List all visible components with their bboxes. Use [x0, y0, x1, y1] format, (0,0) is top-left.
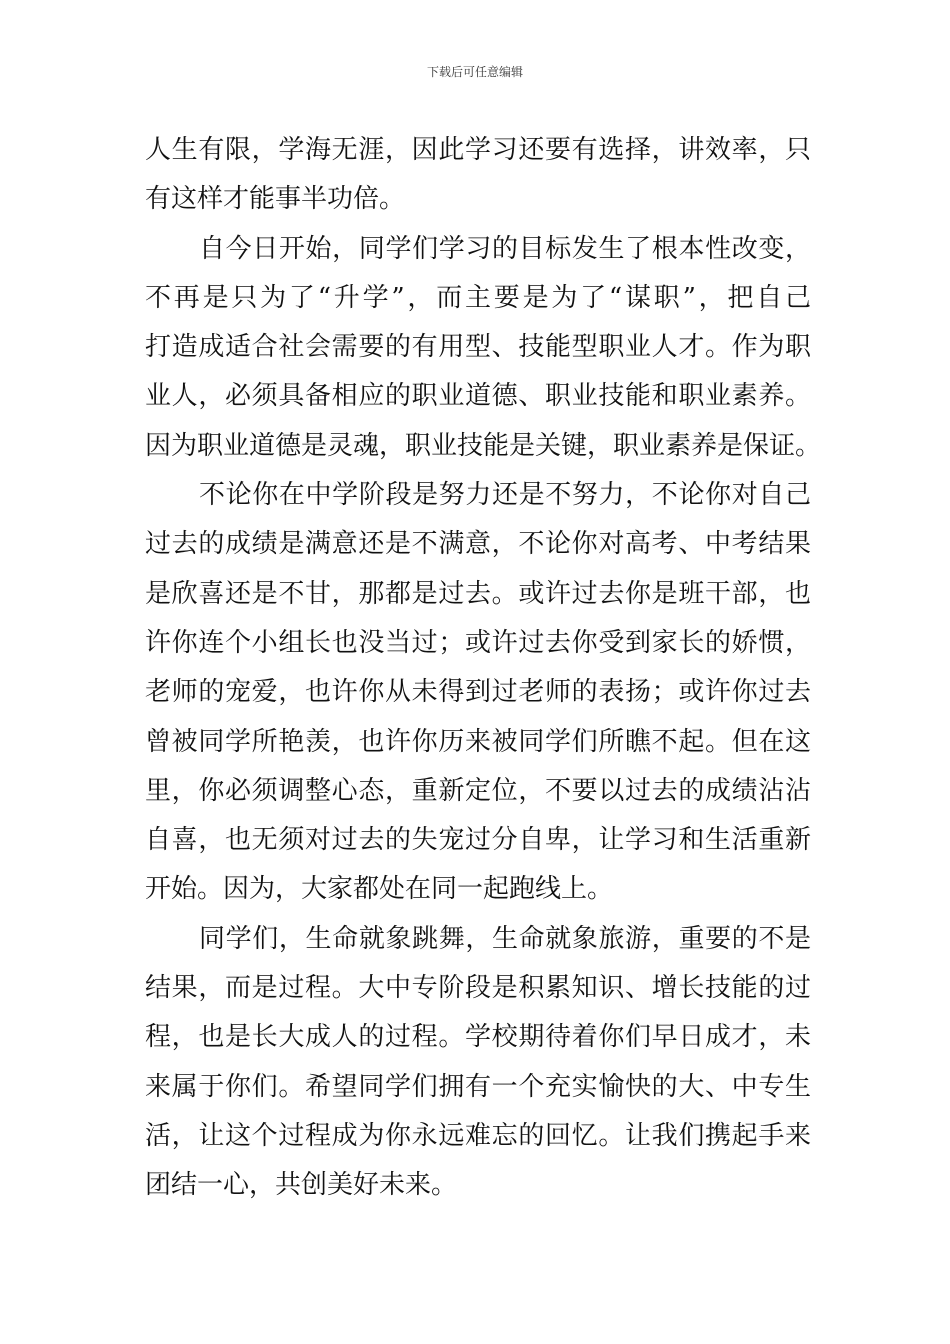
- text-line: 活，让这个过程成为你永远难忘的回忆。让我们携起手来: [145, 1120, 811, 1151]
- text-line: 因为职业道德是灵魂，职业技能是关键，职业素养是保证。: [145, 430, 822, 461]
- text-line: 自今日开始，同学们学习的目标发生了根本性改变，: [199, 233, 811, 264]
- paragraph-3: [145, 471, 811, 915]
- text-line: 团结一心，共创美好未来。: [145, 1170, 458, 1201]
- text-line: 人生有限，学海无涯，因此学习还要有选择，讲效率，只: [145, 135, 811, 165]
- paragraph-1: [145, 126, 811, 225]
- text-line: 是欣喜还是不甘，那都是过去。或许过去你是班干部，也: [145, 578, 811, 609]
- text-line: 开始。因为，大家都处在同一起跑线上。: [145, 874, 614, 905]
- text-line: 同学们，生命就象跳舞，生命就象旅游，重要的不是: [199, 923, 811, 954]
- text-line: 业人，必须具备相应的职业道德、职业技能和职业素养。: [145, 381, 811, 412]
- text-line: 自喜，也无须对过去的失宠过分自卑，让学习和生活重新: [145, 825, 811, 856]
- text-line: 老师的宠爱，也许你从未得到过老师的表扬；或许你过去: [145, 677, 811, 708]
- text-line: 许你连个小组长也没当过；或许过去你受到家长的娇惯，: [145, 627, 811, 658]
- text-line: 不论你在中学阶段是努力还是不努力，不论你对自己: [199, 480, 811, 511]
- page-header: 下载后可任意编辑: [426, 65, 523, 79]
- text-line: 程，也是长大成人的过程。学校期待着你们早日成才，未: [145, 1022, 811, 1053]
- text-line: 曾被同学所艳羡，也许你历来被同学们所瞧不起。但在这: [145, 726, 811, 757]
- text-line: 打造成适合社会需要的有用型、技能型职业人才。作为职: [145, 332, 811, 363]
- document-body: [145, 126, 822, 1211]
- paragraph-2: [145, 225, 822, 471]
- text-line: 结果，而是过程。大中专阶段是积累知识、增长技能的过: [145, 973, 811, 1004]
- text-line: 来属于你们。希望同学们拥有一个充实愉快的大、中专生: [145, 1071, 811, 1102]
- text-line: 里，你必须调整心态，重新定位，不要以过去的成绩沾沾: [145, 775, 811, 806]
- text-line: 有这样才能事半功倍。: [145, 184, 406, 215]
- text-line: 不再是只为了“升学”，而主要是为了“谋职”，把自己: [145, 282, 811, 313]
- paragraph-4: [145, 915, 811, 1211]
- text-line: 过去的成绩是满意还是不满意，不论你对高考、中考结果: [145, 529, 811, 560]
